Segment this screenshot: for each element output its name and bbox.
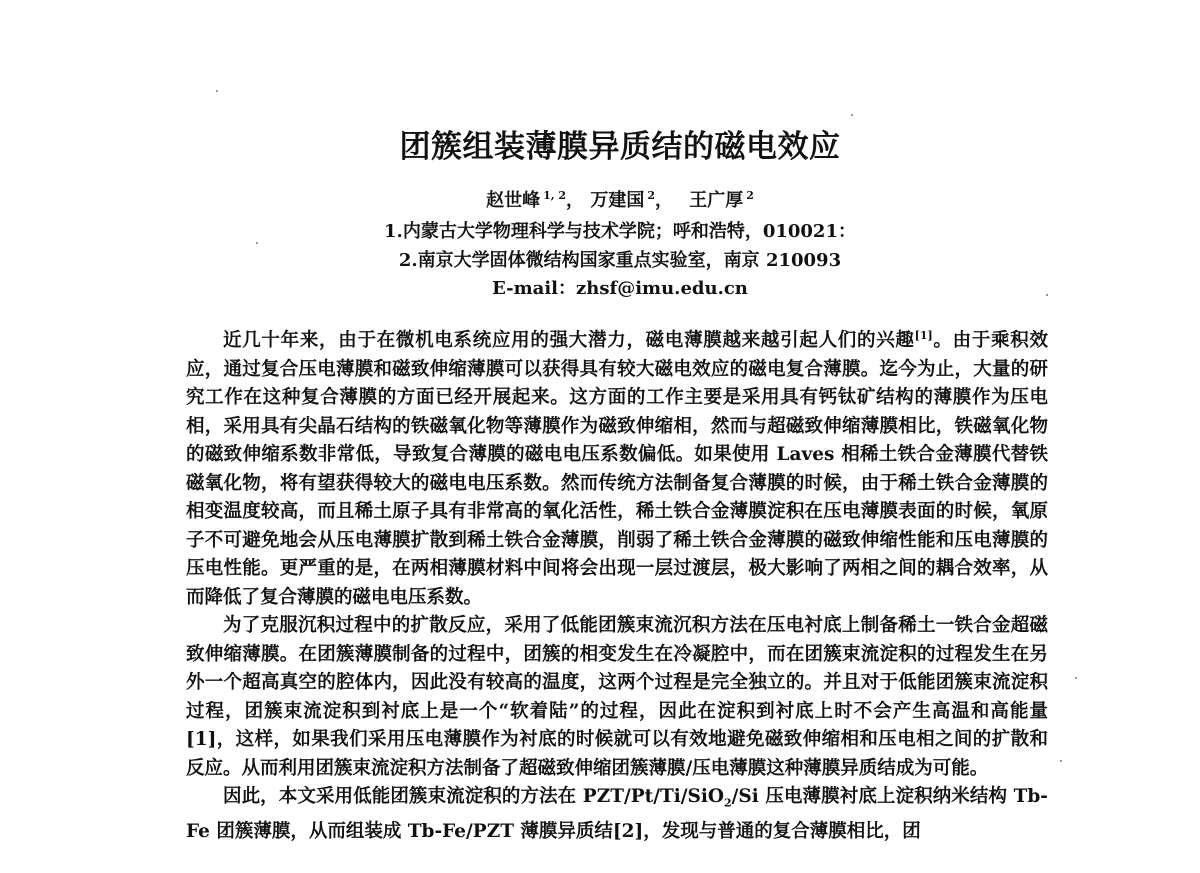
paragraph <box>186 783 1048 847</box>
paragraph-text: /Si 压电薄膜衬底上淀积纳米结构 Tb-Fe 团簇薄膜，从而组装成 Tb-Fe/PZT 薄膜异质结[2]，发现与普通的复合薄膜相比，团 <box>186 786 1048 843</box>
author-affiliation-mark: 2 <box>746 189 754 202</box>
paragraph <box>186 322 1048 612</box>
author-affiliation-mark: 2 <box>647 189 655 202</box>
author-email: E-mail：zhsf@imu.edu.cn <box>492 278 748 299</box>
scan-speck <box>1075 677 1077 679</box>
author-name: 王广厚 <box>689 190 744 211</box>
scan-speck <box>1060 760 1062 762</box>
scan-speck <box>851 114 853 116</box>
paragraph-text: 近几十年来，由于在微机电系统应用的强大潜力，磁电薄膜越来越引起人们的兴趣 <box>223 330 915 351</box>
affiliation-1: 1.内蒙古大学物理科学与技术学院；呼和浩特，010021： <box>384 221 856 242</box>
citation-mark: [1] <box>914 329 933 342</box>
affiliation-2: 2.南京大学固体微结构国家重点实验室，南京 210093 <box>398 250 842 271</box>
paragraph: 为了克服沉积过程中的扩散反应，采用了低能团簇束流沉积方法在压电衬底上制备稀土一铁合金超磁致伸缩薄膜。在团簇薄膜制备的过程中，团簇的相变发生在冷凝腔中，而在团簇束流淀积的过程发生在另外一个超高真空的腔体内，因此没有较高的温度，这两个过程是完全独立的。并且对于低能团簇束流淀积过程，团簇束流淀积到衬底上是一个“软着陆”的过程，因此在淀积到衬底上时不会产生高温和高能量[1]，这样，如果我们采用压电薄膜作为衬底的时候就可以有效地避免磁致伸缩相和压电相之间的扩散和反应。从而利用团簇束流淀积方法制备了超磁致伸缩团簇薄膜/压电薄膜这种薄膜异质结成为可能。 <box>186 615 1048 779</box>
subscript: 2 <box>724 796 732 810</box>
author-name: 万建国 <box>590 190 645 211</box>
author-name: 赵世峰 <box>486 190 541 211</box>
paragraph-text: 。由于乘积效应，通过复合压电薄膜和磁致伸缩薄膜可以获得具有较大磁电效应的磁电复合薄膜。迄今为止，大量的研究工作在这种复合薄膜的方面已经开展起来。这方面的工作主要是采用具有钙钛矿结构的薄膜作为压电相，采用具有尖晶石结构的铁磁氧化物等薄膜作为磁致伸缩相，然而与超磁致伸缩薄膜相比，铁磁氧化物的磁致伸缩系数非常低，导致复合薄膜的磁电电压系数偏低。如果使用 Laves 相稀土铁合金薄膜代替铁磁氧化物，将有望获得较大的磁电电压系数。然而传统方法制备复合薄膜的时候，由于稀土铁合金薄膜的相变温度较高，而且稀土原子具有非常高的氧化活性，稀土铁合金薄膜淀积在压电薄膜表面的时候，氧原子不可避免地会从压电薄膜扩散到稀土铁合金薄膜，削弱了稀土铁合金薄膜的磁致伸缩性能和压电薄膜的压电性能。更严重的是，在两相薄膜材料中间将会出现一层过渡层，极大影响了两相之间的耦合效率，从而降低了复合薄膜的磁电电压系数。 <box>186 330 1048 608</box>
author-separator: ， <box>654 190 673 211</box>
paper-title: 团簇组装薄膜异质结的磁电效应 <box>399 129 841 165</box>
author-affiliation-mark: 1, 2 <box>543 189 567 202</box>
author-separator: ， <box>566 190 585 211</box>
body-text <box>186 322 1048 847</box>
scan-speck <box>216 90 218 92</box>
author-line <box>0 186 1200 212</box>
paragraph-text: 因此，本文采用低能团簇束流淀积的方法在 PZT/Pt/Ti/SiO <box>223 786 725 807</box>
